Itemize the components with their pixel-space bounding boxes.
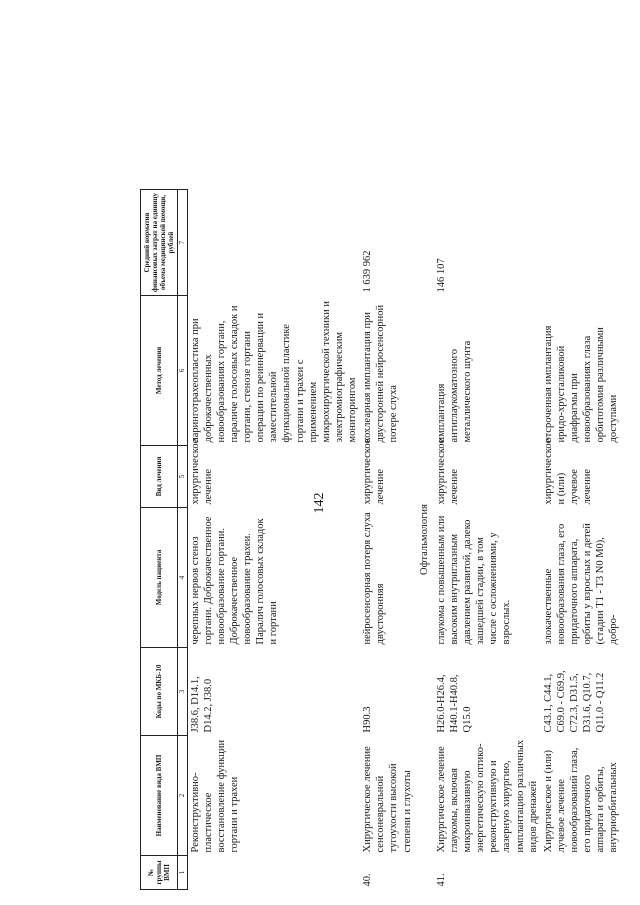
column-number: 2 bbox=[178, 736, 187, 856]
cost-norm bbox=[541, 190, 622, 296]
column-number: 5 bbox=[178, 446, 187, 508]
vmp-name: Хирургическое лечение глаукомы, включая микроинвазивную энергетическую оптико-реконструктивную и лазерную хирургию, имплантацию различных видов дренажей bbox=[435, 739, 539, 853]
column-number: 7 bbox=[178, 190, 187, 296]
treatment-method: ларинготрахеопластика при доброкачественных новообразованиях гортани, параличе голосовых складок и гортани, стенозе гортани операции по реиннервации и заместительной функциональной пластике гортани и трахеи с применением микрохирургической техники и электромиографическим мониторингом bbox=[189, 301, 359, 443]
header-cell: Наименование вида ВМП bbox=[141, 736, 178, 856]
treatment-type: хирургическое лечение bbox=[435, 438, 460, 505]
cost-norm: 146 107 bbox=[435, 258, 447, 293]
column-number: 6 bbox=[178, 296, 187, 446]
column-number-row bbox=[178, 190, 187, 890]
column-number: 3 bbox=[178, 648, 187, 736]
treatment-type: хирургическое лечение bbox=[189, 438, 214, 505]
header-cell: Метод лечения bbox=[141, 296, 178, 446]
group-number: 40. bbox=[362, 873, 374, 887]
icd-codes: C43.1, C44.1, C69.0 - C69.9, C72.3, D31.5, D31.6, Q10.7, Q11.0 - Q11.2 bbox=[542, 670, 607, 733]
table-row bbox=[360, 190, 415, 890]
patient-model: нейросенсорная потеря слуха двусторонняя bbox=[362, 512, 387, 645]
table-header-row bbox=[141, 190, 178, 890]
treatment-method: имплантация антиглаукоматозного металлического шунта bbox=[435, 340, 474, 443]
vmp-name: Реконструктивно-пластическое восстановление функции гортани и трахеи bbox=[189, 739, 240, 853]
treatment-method: отсроченная имплантация иридо-хрусталиковой диафрагмы при новообразованиях глаза орбитотомия различными доступами bbox=[542, 325, 620, 443]
table-row bbox=[187, 190, 360, 890]
header-cell: № группы ВМП bbox=[141, 856, 178, 890]
vmp-name: Хирургическое лечение сенсоневральной тугоухости высокой степени и глухоты bbox=[362, 746, 413, 853]
section-row bbox=[415, 190, 434, 890]
header-cell: Коды по МКБ-10 bbox=[141, 648, 178, 736]
page-number: 142 bbox=[312, 492, 327, 514]
table-row bbox=[434, 190, 541, 890]
vmp-table bbox=[140, 189, 622, 890]
rotated-table-container bbox=[140, 185, 620, 890]
cost-norm bbox=[187, 190, 360, 296]
treatment-type: хирургическое лечение bbox=[362, 438, 387, 505]
patient-model: глаукома с повышенным или высоким внутриглазным давлением развитой, далеко зашедшей стадии, в том числе с осложнениями, у взрослых. bbox=[435, 515, 513, 645]
patient-model: злокачественные новообразования глаза, его придаточного аппарата, орбиты у взрослых и детей (стадии T1 - T3 N0 M0), добро- bbox=[542, 523, 620, 645]
icd-codes: H90.3 bbox=[362, 706, 374, 733]
section-title: Офтальмология bbox=[418, 504, 430, 575]
table-row bbox=[541, 190, 622, 890]
column-number: 1 bbox=[178, 856, 187, 890]
header-cell: Модель пациента bbox=[141, 508, 178, 648]
treatment-method: кохлеарная имплантация при двусторонней нейросенсорной потере слуха bbox=[362, 304, 400, 443]
patient-model: черепных нервов стеноз гортани. Доброкачественное новообразование гортани. Доброкачественное новообразование трахеи. Паралич голосовых складок и гортани bbox=[189, 516, 280, 645]
group-number bbox=[187, 856, 360, 890]
icd-codes: H26.0-H26.4, H40.1-H40.8, Q15.0 bbox=[435, 674, 474, 733]
treatment-type: хирургическое и (или) лучевое лечение bbox=[542, 438, 594, 505]
icd-codes: J38.6, D14.1, D14.2, J38.0 bbox=[189, 676, 214, 733]
column-number: 4 bbox=[178, 508, 187, 648]
vmp-name: Хирургическое и (или) лучевое лечение новообразований глаза, его придаточного аппарата и орбиты, внутриорбитальных bbox=[542, 747, 620, 853]
header-cell: Средний норматив финансовых затрат на единицу объема медицинской помощи, рублей bbox=[141, 190, 178, 296]
group-number: 41. bbox=[435, 873, 447, 887]
group-number bbox=[541, 856, 622, 890]
cost-norm: 1 639 962 bbox=[362, 250, 374, 293]
header-cell: Вид лечения bbox=[141, 446, 178, 508]
